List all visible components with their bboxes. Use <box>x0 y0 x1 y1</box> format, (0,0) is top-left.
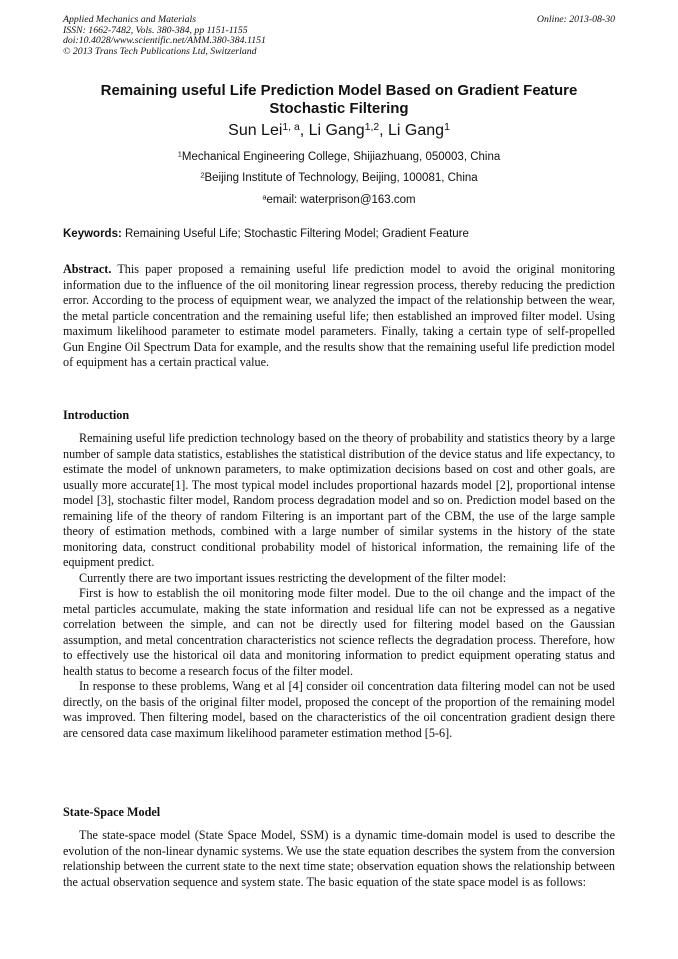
journal-copyright: © 2013 Trans Tech Publications Ltd, Switzerland <box>63 45 257 57</box>
journal-name: Applied Mechanics and Materials <box>63 14 197 25</box>
author: Li Gang$^1$ <box>388 121 450 139</box>
journal-header <box>63 15 615 57</box>
journal-doi: doi:10.4028/www.scientific.net/AMM.380-384.1151 <box>63 35 266 47</box>
title-line-1: Remaining useful Life Prediction Model Based on Gradient Feature <box>100 82 578 99</box>
abstract-label: Abstract. <box>63 262 112 276</box>
paragraph: Remaining useful life prediction technology based on the theory of probability and statistics theory by a large number of sample data statistics, establishes the statistical distribution of the device status and life expectancy, to estimate the model of unknown parameters, to make optimization decisions based on cost and other goals, are usually more accurate[1]. The most typical model includes proportional hazards model [2], proportional intense model [3], stochastic filter model, Random process degradation model and so on. Prediction model based on the remaining life of the theory of random Filtering is an important part of the CBM, the use of the large sample theory of estimation methods, combined with a large number of similar systems in the history of the state monitoring data, construct conditional probability model of historical information, the remaining life of the equipment predict. <box>63 431 615 569</box>
keywords-text: Remaining Useful Life; Stochastic Filtering Model; Gradient Feature <box>125 228 469 240</box>
title-line-2: Stochastic Filtering <box>269 100 409 117</box>
paragraph: Currently there are two important issues restricting the development of the filter model: <box>79 570 507 585</box>
section-heading-state-space: State-Space Model <box>63 805 161 819</box>
journal-issn: ISSN: 1662-7482, Vols. 380-384, pp 1151-1155 <box>63 24 248 36</box>
paragraph: In response to these problems, Wang et al [4] consider oil concentration data filtering model can not be used directly, on the basis of the original filter model, proposed the concept of the proportion of the remaining model was improved. Then filtering model, based on the characteristics of the oil concentration gradient design there are censored data case maximum likelihood parameter estimation method [5-6]. <box>63 679 615 740</box>
section-heading-introduction: Introduction <box>63 408 130 422</box>
keywords-label: Keywords: <box>63 228 122 240</box>
paper-title <box>63 82 615 118</box>
introduction-body <box>63 431 615 741</box>
paragraph: First is how to establish the oil monitoring mode filter model. Due to the oil change and the impact of the metal particles accumulate, making the state information and residual life can not be expressed as a negative correlation between the simple, and can not be directly used for filtering model based on the Gaussian assumption, and metal concentration characteristics not science reflects the degradation process. Therefore, how to effectively use the historical oil data and monitoring information to predict equipment operating status and health status to become a research focus of the filter model. <box>63 586 615 678</box>
online-date: Online: 2013-08-30 <box>536 14 615 25</box>
author: Sun Lei$^{1, a}$, <box>228 121 309 139</box>
affiliation-1: $^1$Mechanical Engineering College, Shijiazhuang, 050003, China <box>177 149 501 163</box>
abstract <box>63 262 615 371</box>
keywords <box>63 227 615 241</box>
abstract-text: This paper proposed a remaining useful life prediction model to avoid the original monitoring information due to the influence of the oil monitoring linear regression process, thereby reducing the prediction error. According to the process of equipment wear, we analyzed the impact of the relationship between the wear, the metal particle concentration and the remaining useful life; then established an improved filter model. Using maximum likelihood parameter to estimate model parameters. Finally, taking a certain type of self-propelled Gun Engine Oil Spectrum Data for example, and the results show that the remaining useful life prediction model of equipment has a certain practical value. <box>63 262 615 369</box>
author: Li Gang$^{1,2}$, <box>308 121 389 139</box>
affiliation-2: $^2$Beijing Institute of Technology, Beijing, 100081, China <box>200 170 478 184</box>
author-list <box>63 121 615 141</box>
paragraph: The state-space model (State Space Model, SSM) is a dynamic time-domain model is used to describe the evolution of the non-linear dynamic systems. We use the state equation describes the system from the conversion relationship between the current state to the next time state; observation equation shows the relationship between the actual observation sequence and system state. The basic equation of the state space model is as follows: <box>63 828 615 889</box>
state-space-body <box>63 828 615 890</box>
author-email: $^a$email: waterprison@163.com <box>262 192 416 206</box>
